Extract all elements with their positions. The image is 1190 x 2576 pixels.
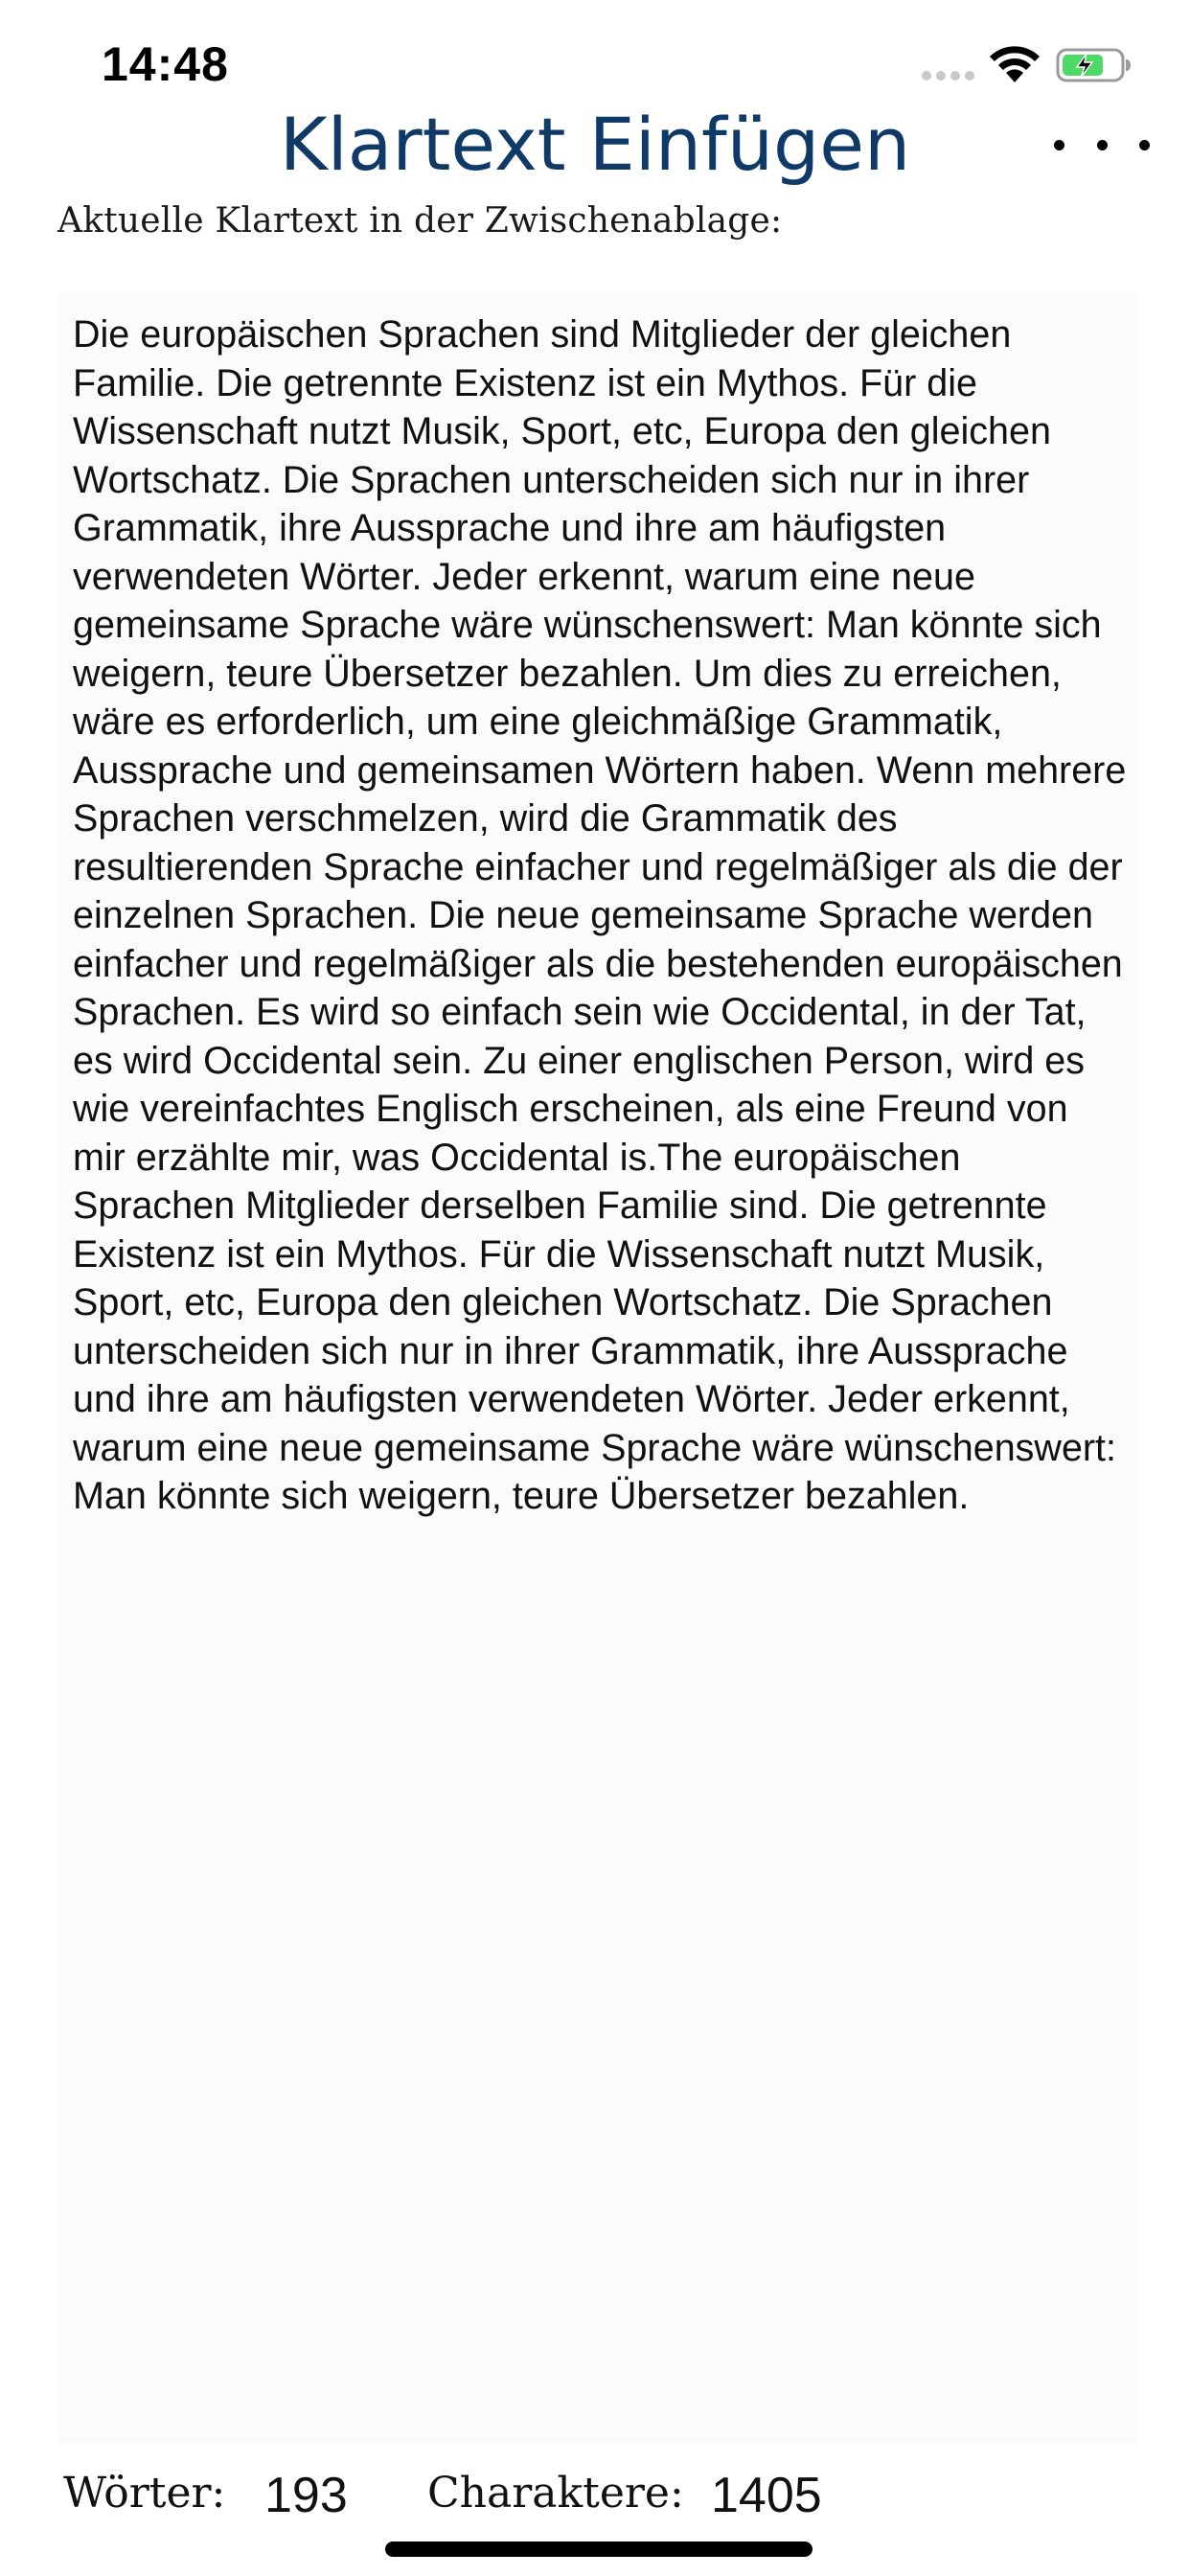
status-time: 14:48 — [102, 37, 229, 91]
cellular-signal-icon — [922, 69, 975, 82]
wifi-icon — [987, 44, 1042, 84]
clipboard-text-area[interactable] — [57, 291, 1138, 2444]
words-label: Wörter: — [63, 2469, 226, 2518]
clipboard-text[interactable]: Die europäischen Sprachen sind Mitglieder der gleichen Familie. Die getrennte Existenz ist ein Mythos. Für die Wissenschaft nutzt Musik, Sport, etc, Europa den gleichen Wortschatz. Die Sprachen unterscheiden sich nur in ihrer Grammatik, ihre Aussprache und ihre am häufigsten verwendeten Wörter. Jeder erkennt, warum eine neue gemeinsame Sprache wäre wünschenswert: Man könnte sich weigern, teure Übersetzer bezahlen. Um dies zu erreichen, wäre es erforderlich, um eine gleichmäßige Grammatik, Aussprache und gemeinsamen Wörtern haben. Wenn mehrere Sprachen verschmelzen, wird die Grammatik des resultierenden Sprache einfacher und regelmäßiger als die der einzelnen Sprachen. Die neue gemeinsame Sprache werden einfacher und regelmäßiger als die bestehenden europäischen Sprachen. Es wird so einfach sein wie Occidental, in der Tat, es wird Occidental sein. Zu einer englischen Person, wird es wie vereinfachtes Englisch erscheinen, als eine Freund von mir erzählte mir, was Occidental is.The europäischen Sprachen Mitglieder derselben Familie sind. Die getrennte Existenz ist ein Mythos. Für die Wissenschaft nutzt Musik, Sport, etc, Europa den gleichen Wortschatz. Die Sprachen unterscheiden sich nur in ihrer Grammatik, ihre Aussprache und ihre am häufigsten verwendeten Wörter. Jeder erkennt, warum eine neue gemeinsame Sprache wäre wünschenswert: Man könnte sich weigern, teure Übersetzer bezahlen. — [73, 313, 1127, 1517]
more-options-button[interactable] — [1054, 121, 1150, 169]
characters-label: Charaktere: — [427, 2469, 684, 2518]
navigation-bar — [0, 92, 1190, 197]
ellipsis-icon — [1054, 140, 1064, 150]
ellipsis-dot — [1097, 140, 1108, 150]
page-title: Klartext Einfügen — [279, 102, 911, 187]
characters-count: 1405 — [711, 2468, 822, 2523]
words-count: 193 — [264, 2468, 348, 2523]
battery-charging-icon — [1056, 46, 1133, 84]
home-indicator[interactable] — [385, 2542, 812, 2557]
clipboard-label: Aktuelle Klartext in der Zwischenablage: — [57, 201, 783, 241]
ellipsis-dot — [1139, 140, 1150, 150]
